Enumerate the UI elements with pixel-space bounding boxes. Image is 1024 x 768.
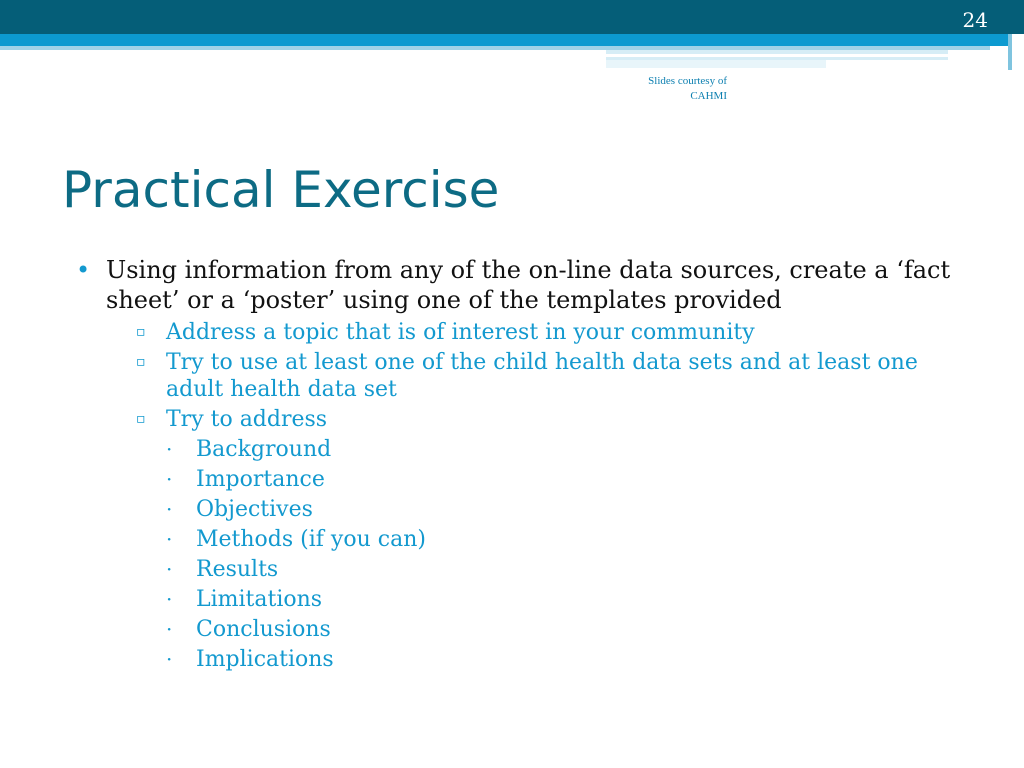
sub-bullet-text: Try to address	[166, 407, 328, 432]
courtesy-note	[600, 74, 727, 104]
sub-bullet	[136, 319, 972, 346]
header-band-blue	[0, 34, 1008, 46]
main-bullet-text: Using information from any of the on-line data sources, create a ‘fact sheet’ or a ‘poster’ using one of the templates provided	[106, 256, 951, 314]
bullet-dot-icon: •	[76, 256, 91, 284]
address-item-text: Limitations	[196, 587, 323, 612]
address-item-text: Objectives	[196, 497, 313, 522]
bullet-small-dot-icon: ·	[166, 437, 173, 461]
address-item	[166, 616, 972, 643]
address-item-text: Methods (if you can)	[196, 527, 426, 552]
address-item-text: Implications	[196, 647, 334, 672]
header-band-dark	[0, 0, 1024, 34]
sub-bullet	[136, 349, 972, 403]
sub-bullet	[136, 406, 972, 433]
sub-bullet-text: Address a topic that is of interest in your community	[166, 320, 755, 345]
sub-bullet-text: Try to use at least one of the child health data sets and at least one adult health data set	[166, 350, 918, 402]
slide-number: 24	[962, 8, 988, 32]
address-item-text: Conclusions	[196, 617, 331, 642]
header-band-faint	[606, 60, 826, 68]
courtesy-line-1: Slides courtesy of	[648, 75, 727, 87]
address-item-text: Results	[196, 557, 279, 582]
bullet-small-dot-icon: ·	[166, 527, 173, 551]
address-item	[166, 436, 972, 463]
bullet-small-dot-icon: ·	[166, 617, 173, 641]
header-band-highlight	[606, 54, 948, 57]
bullet-square-icon: ▫	[136, 411, 146, 427]
address-item-text: Importance	[196, 467, 325, 492]
courtesy-line-2: CAHMI	[690, 90, 727, 102]
bullet-small-dot-icon: ·	[166, 557, 173, 581]
address-item	[166, 586, 972, 613]
main-bullet	[72, 255, 972, 315]
address-item	[166, 466, 972, 493]
bullet-small-dot-icon: ·	[166, 497, 173, 521]
address-item	[166, 526, 972, 553]
header-bar	[0, 0, 1024, 80]
bullet-small-dot-icon: ·	[166, 467, 173, 491]
bullet-small-dot-icon: ·	[166, 647, 173, 671]
bullet-square-icon: ▫	[136, 354, 146, 370]
address-item	[166, 556, 972, 583]
slide-title: Practical Exercise	[62, 161, 500, 219]
address-item-text: Background	[196, 437, 332, 462]
bullet-square-icon: ▫	[136, 324, 146, 340]
address-item	[166, 646, 972, 673]
header-band-edge-gap	[1012, 34, 1024, 74]
address-item	[166, 496, 972, 523]
bullet-small-dot-icon: ·	[166, 587, 173, 611]
slide-content	[72, 255, 972, 676]
